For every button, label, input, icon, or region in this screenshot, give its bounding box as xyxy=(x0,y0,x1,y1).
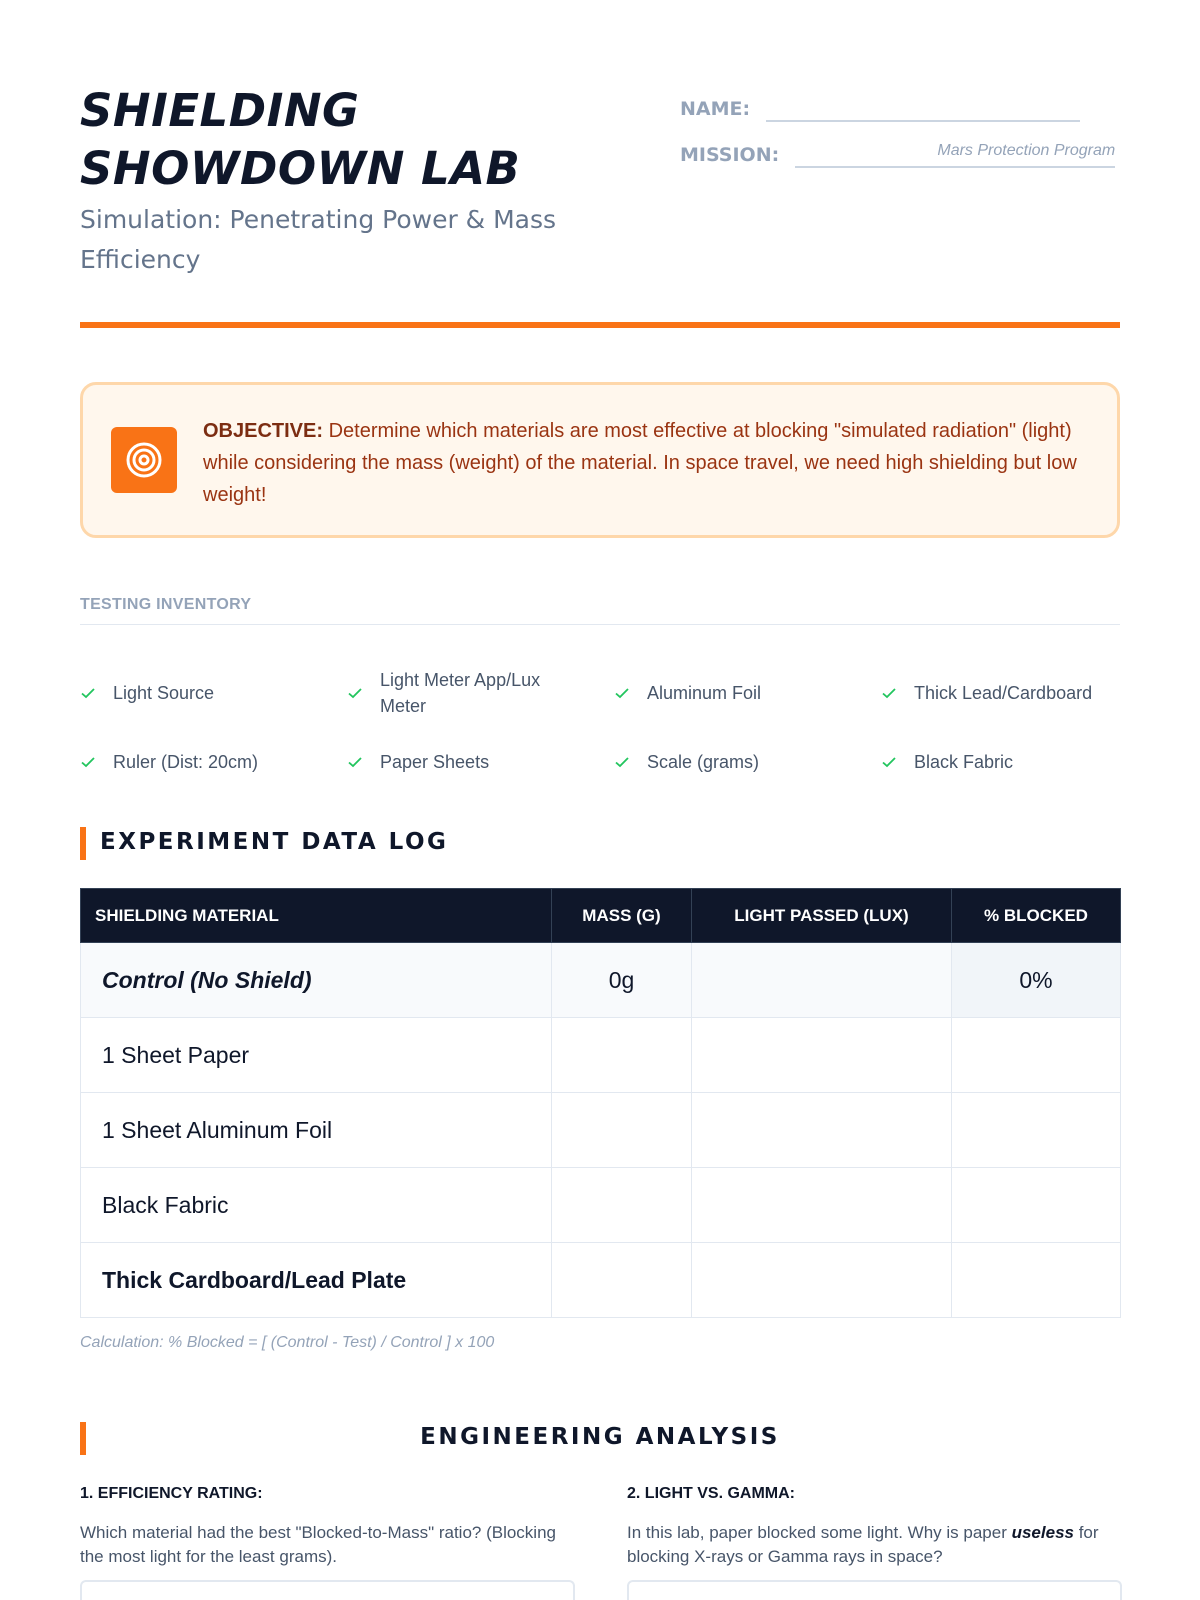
table-row xyxy=(81,1018,1121,1093)
inventory-divider xyxy=(80,624,1120,625)
question-2-title: 2. LIGHT VS. GAMMA: xyxy=(627,1485,795,1502)
blocked-cell[interactable] xyxy=(952,1093,1121,1168)
question-1-answer-box[interactable] xyxy=(80,1580,575,1600)
inventory-item xyxy=(80,726,347,798)
analysis-title: ENGINEERING ANALYSIS xyxy=(420,1424,780,1450)
material-cell: Control (No Shield) xyxy=(81,943,552,1018)
inventory-item xyxy=(614,726,881,798)
mission-label: MISSION: xyxy=(680,144,780,166)
check-icon xyxy=(80,754,113,770)
name-input-line[interactable] xyxy=(766,94,1080,122)
mass-cell[interactable] xyxy=(552,1018,692,1093)
worksheet-page xyxy=(80,0,1120,1600)
material-cell: Thick Cardboard/Lead Plate xyxy=(81,1243,552,1318)
check-icon xyxy=(881,685,914,701)
table-row xyxy=(81,1168,1121,1243)
question-2-text-emphasis: useless xyxy=(1011,1523,1074,1542)
light-cell[interactable] xyxy=(692,943,952,1018)
inventory-item xyxy=(881,660,1120,726)
col-header-blocked: % BLOCKED xyxy=(952,889,1121,943)
question-2-text-post: for blocking X-rays or Gamma rays in space? xyxy=(627,1523,1099,1566)
light-cell[interactable] xyxy=(692,1168,952,1243)
question-1-text: Which material had the best "Blocked-to-Mass" ratio? (Blocking the most light for the least grams). xyxy=(80,1523,556,1566)
question-1 xyxy=(80,1485,575,1569)
objective-text xyxy=(203,415,1083,511)
question-1-title: 1. EFFICIENCY RATING: xyxy=(80,1485,263,1502)
mass-cell[interactable]: 0g xyxy=(552,943,692,1018)
inventory-item-label: Black Fabric xyxy=(914,752,1014,772)
light-cell[interactable] xyxy=(692,1243,952,1318)
title-line-2: SHOWDOWN LAB xyxy=(80,142,521,195)
blocked-cell[interactable]: 0% xyxy=(952,943,1121,1018)
table-row xyxy=(81,943,1121,1018)
header xyxy=(80,82,1120,332)
page-subtitle: Simulation: Penetrating Power & Mass Efficiency xyxy=(80,205,557,274)
name-field xyxy=(680,94,1080,122)
light-cell[interactable] xyxy=(692,1093,952,1168)
inventory-item-label: Light Meter App/Lux Meter xyxy=(380,670,541,716)
inventory-item xyxy=(347,660,614,726)
check-icon xyxy=(881,754,914,770)
col-header-material: SHIELDING MATERIAL xyxy=(81,889,552,943)
table-header-row xyxy=(81,889,1121,943)
inventory-item xyxy=(614,660,881,726)
inventory-item xyxy=(881,726,1120,798)
col-header-light: LIGHT PASSED (LUX) xyxy=(692,889,952,943)
data-log-table xyxy=(80,888,1121,1318)
inventory-item-label: Aluminum Foil xyxy=(647,683,762,703)
blocked-cell[interactable] xyxy=(952,1018,1121,1093)
mass-cell[interactable] xyxy=(552,1168,692,1243)
question-2-text-pre: In this lab, paper blocked some light. Why is paper xyxy=(627,1523,1012,1542)
inventory-item-label: Scale (grams) xyxy=(647,752,760,772)
material-cell: 1 Sheet Aluminum Foil xyxy=(81,1093,552,1168)
question-2-text xyxy=(627,1521,1122,1569)
light-cell[interactable] xyxy=(692,1018,952,1093)
blocked-cell[interactable] xyxy=(952,1168,1121,1243)
check-icon xyxy=(614,685,647,701)
question-2-answer-box[interactable] xyxy=(627,1580,1122,1600)
mission-value: Mars Protection Program xyxy=(937,142,1116,159)
title-line-1: SHIELDING xyxy=(80,84,360,137)
inventory-item-label: Ruler (Dist: 20cm) xyxy=(113,752,259,772)
mission-field xyxy=(680,140,1115,168)
page-title xyxy=(80,82,640,198)
inventory-item-label: Thick Lead/Cardboard xyxy=(914,683,1093,703)
col-header-mass: MASS (G) xyxy=(552,889,692,943)
mass-cell[interactable] xyxy=(552,1093,692,1168)
header-divider xyxy=(80,322,1120,328)
material-cell: Black Fabric xyxy=(81,1168,552,1243)
objective-body: Determine which materials are most effective at blocking "simulated radiation" (light) while considering the mass (weight) of the material. In space travel, we need high shielding but low weight! xyxy=(203,420,1077,506)
data-log-title: EXPERIMENT DATA LOG xyxy=(100,829,449,855)
inventory-item-label: Light Source xyxy=(113,683,215,703)
target-icon xyxy=(111,427,177,493)
objective-callout xyxy=(80,382,1120,538)
table-row xyxy=(81,1093,1121,1168)
check-icon xyxy=(614,754,647,770)
inventory-item xyxy=(80,660,347,726)
name-label: NAME: xyxy=(680,98,751,120)
objective-label: OBJECTIVE: xyxy=(203,420,324,442)
check-icon xyxy=(347,754,380,770)
inventory-item xyxy=(347,726,614,798)
check-icon xyxy=(347,685,380,701)
table-row xyxy=(81,1243,1121,1318)
inventory-title: TESTING INVENTORY xyxy=(80,596,252,613)
blocked-cell[interactable] xyxy=(952,1243,1121,1318)
section-accent-bar xyxy=(80,827,86,860)
material-cell: 1 Sheet Paper xyxy=(81,1018,552,1093)
mission-input-line[interactable] xyxy=(795,140,1115,168)
check-icon xyxy=(80,685,113,701)
question-2 xyxy=(627,1485,1122,1569)
inventory-list xyxy=(80,660,1120,798)
mass-cell[interactable] xyxy=(552,1243,692,1318)
calculation-note: Calculation: % Blocked = [ (Control - Test) / Control ] x 100 xyxy=(80,1334,495,1351)
inventory-item-label: Paper Sheets xyxy=(380,752,490,772)
